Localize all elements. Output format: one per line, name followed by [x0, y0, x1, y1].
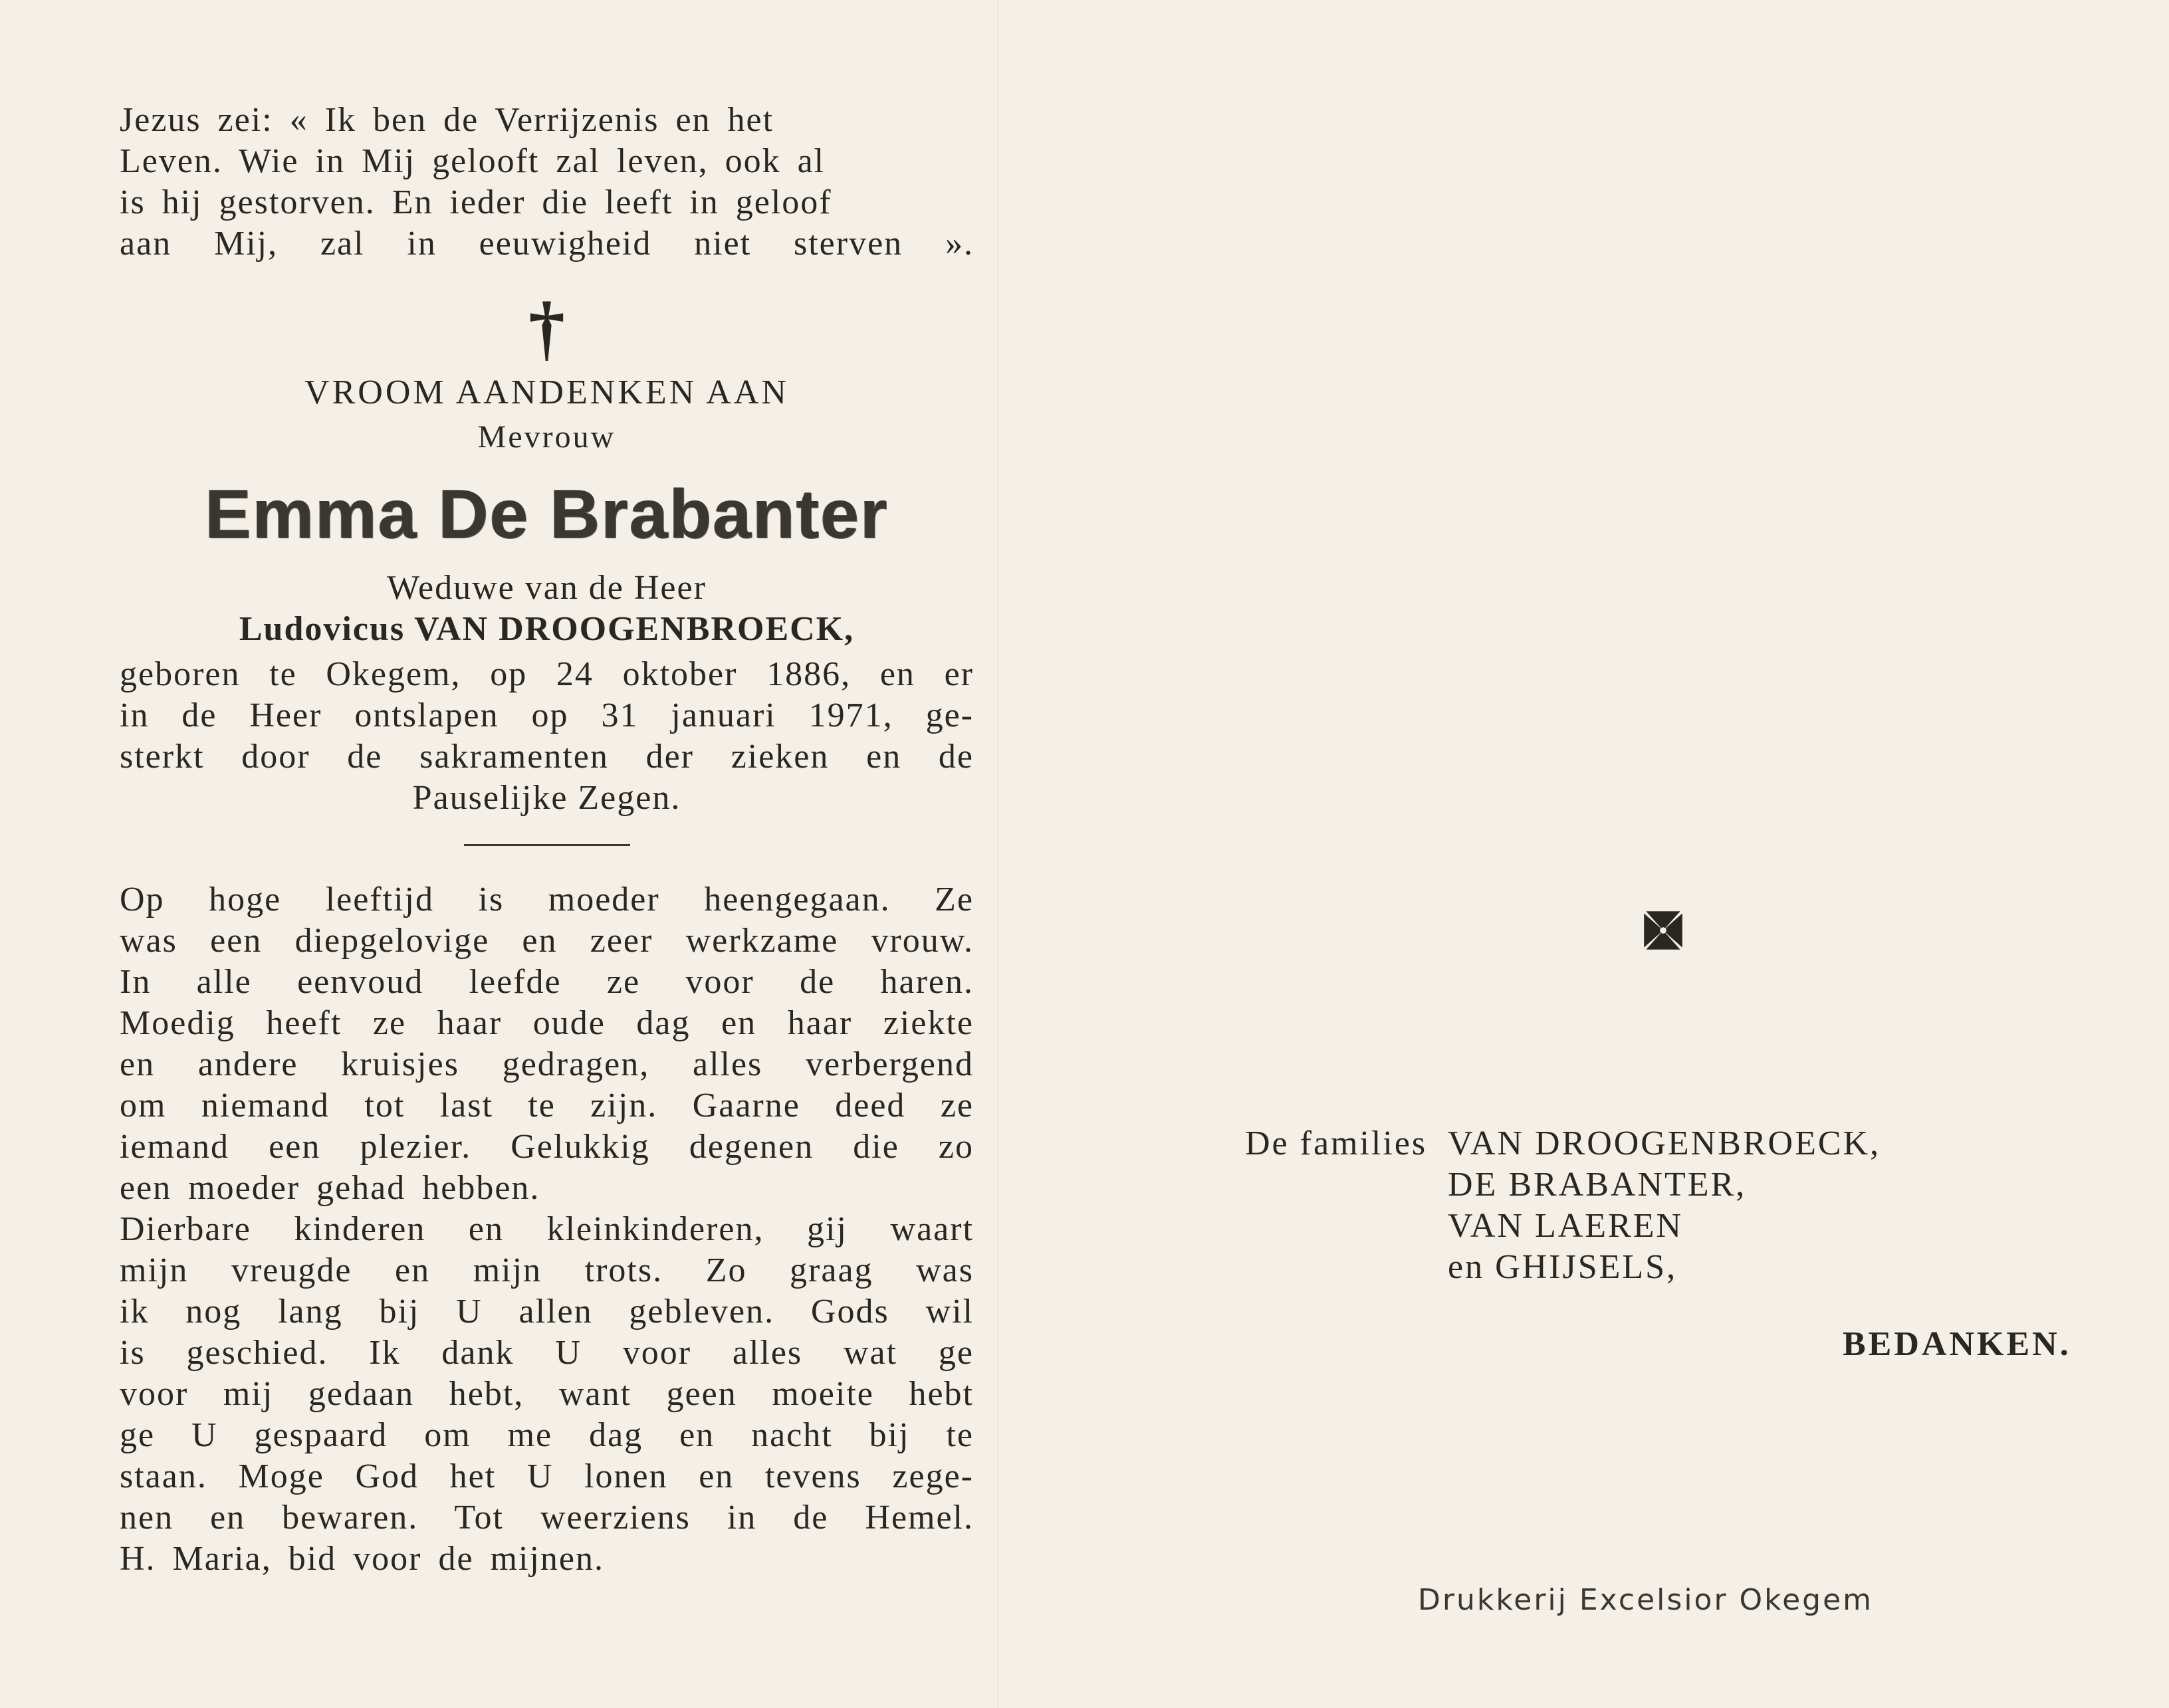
- cross-icon: †: [528, 287, 565, 368]
- families-row: [1245, 1206, 2109, 1247]
- memorial-line: Dierbare kinderen en kleinkinderen, gij waart: [120, 1210, 974, 1248]
- families-row: [1245, 1164, 2109, 1206]
- family-name: en GHIJSELS,: [1448, 1248, 1678, 1286]
- memorial-line: een moeder gehad hebben.: [120, 1169, 540, 1207]
- maltese-cross-icon: [1637, 904, 1690, 957]
- scripture-line: Leven. Wie in Mij gelooft zal leven, ook al: [120, 142, 826, 180]
- memorial-line: H. Maria, bid voor de mijnen.: [120, 1540, 604, 1578]
- honorific: Mevrouw: [477, 419, 616, 455]
- memorial-line: In alle eenvoud leefde ze voor de haren.: [120, 963, 974, 1001]
- memorial-text: [120, 879, 974, 1580]
- memorial-line: voor mij gedaan hebt, want geen moeite hebt: [120, 1375, 974, 1413]
- printer-credit: Drukkerij Excelsior Okegem: [1418, 1583, 1874, 1617]
- memorial-line: iemand een plezier. Gelukkig degenen die zo: [120, 1128, 974, 1166]
- closing-thanks: BEDANKEN.: [1843, 1325, 2071, 1363]
- memorial-line: om niemand tot last te zijn. Gaarne deed ze: [120, 1087, 974, 1124]
- card-fold: [997, 0, 999, 1708]
- scripture-line: Jezus zei: « Ik ben de Verrijzenis en het: [120, 101, 774, 139]
- deceased-name: Emma De Brabanter: [205, 476, 889, 553]
- divider-rule: [464, 844, 630, 846]
- memorial-line: staan. Moge God het U lonen en tevens zege-: [120, 1457, 974, 1495]
- life-line: sterkt door de sakramenten der zieken en de: [120, 738, 974, 776]
- family-name: VAN DROOGENBROECK,: [1448, 1124, 1881, 1162]
- memorial-heading: VROOM AANDENKEN AAN: [304, 374, 789, 411]
- widow-line: Weduwe van de Heer: [387, 569, 707, 607]
- memorial-line: ik nog lang bij U allen gebleven. Gods wil: [120, 1293, 974, 1331]
- memorial-line: nen en bewaren. Tot weerziens in de Hemel.: [120, 1499, 974, 1537]
- families-row: [1245, 1247, 2109, 1288]
- memorial-line: ge U gespaard om me dag en nacht bij te: [120, 1416, 974, 1454]
- families-row: [1245, 1123, 2109, 1164]
- life-line: geboren te Okegem, op 24 oktober 1886, en er: [120, 655, 974, 693]
- families-thanks: [1245, 1123, 2109, 1288]
- husband-name: Ludovicus VAN DROOGENBROECK,: [239, 610, 855, 648]
- life-line: in de Heer ontslapen op 31 januari 1971, ge-: [120, 696, 974, 734]
- left-panel: [120, 100, 974, 1580]
- memorial-line: is geschied. Ik dank U voor alles wat ge: [120, 1334, 974, 1372]
- scripture-line: aan Mij, zal in eeuwigheid niet sterven ».: [120, 225, 974, 263]
- memorial-line: Op hoge leeftijd is moeder heengegaan. Ze: [120, 881, 974, 918]
- scripture-quote: [120, 100, 974, 265]
- memorial-line: mijn vreugde en mijn trots. Zo graag was: [120, 1251, 974, 1289]
- scripture-line: is hij gestorven. En ieder die leeft in geloof: [120, 183, 832, 221]
- family-name: DE BRABANTER,: [1448, 1166, 1747, 1204]
- family-name: VAN LAEREN: [1448, 1207, 1684, 1245]
- thanks-lead: De families: [1245, 1124, 1428, 1162]
- memorial-line: was een diepgelovige en zeer werkzame vrouw.: [120, 922, 974, 960]
- life-line-last: Pauselijke Zegen.: [412, 779, 681, 817]
- memorial-line: en andere kruisjes gedragen, alles verbergend: [120, 1045, 974, 1083]
- memorial-line: Moedig heeft ze haar oude dag en haar ziekte: [120, 1004, 974, 1042]
- life-details: [120, 654, 974, 778]
